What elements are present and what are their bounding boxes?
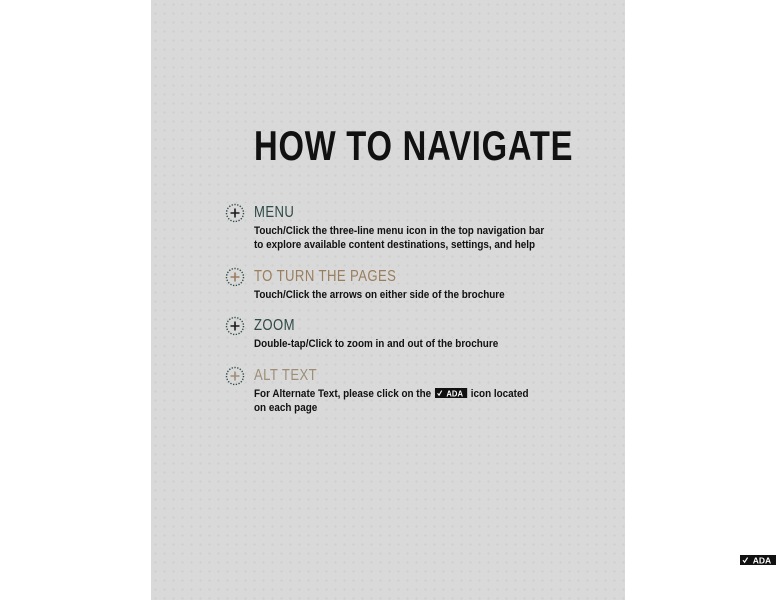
menu-heading: MENU bbox=[254, 204, 295, 221]
zoom-description bbox=[254, 337, 578, 351]
turn-pages-heading: TO TURN THE PAGES bbox=[254, 268, 397, 285]
brochure-page bbox=[151, 0, 625, 600]
alt-text-description-line: on each page bbox=[254, 402, 318, 414]
plus-circle-icon bbox=[225, 203, 245, 223]
alt-text-heading: ALT TEXT bbox=[254, 367, 318, 384]
menu-description-line: Touch/Click the three-line menu icon in the top navigation bar bbox=[254, 225, 545, 237]
ada-button[interactable] bbox=[740, 555, 776, 565]
plus-circle-icon bbox=[225, 366, 245, 386]
alt-text-description bbox=[254, 387, 578, 415]
zoom-heading: ZOOM bbox=[254, 317, 295, 334]
inline-ada-label: ADA bbox=[446, 388, 463, 398]
page-title: HOW TO NAVIGATE bbox=[254, 122, 574, 169]
alt-text-line-start: For Alternate Text, please click on the bbox=[254, 388, 432, 400]
ada-button-label: ADA bbox=[752, 555, 772, 565]
turn-pages-description-line: Touch/Click the arrows on either side of the brochure bbox=[254, 289, 505, 301]
plus-circle-icon bbox=[225, 316, 245, 336]
zoom-description-line: Double-tap/Click to zoom in and out of the brochure bbox=[254, 338, 499, 350]
alt-text-line-end: icon located bbox=[470, 388, 529, 400]
alt-text-description-line bbox=[254, 387, 578, 401]
menu-description-line: to explore available content destinations, settings, and help bbox=[254, 239, 536, 251]
turn-pages-description bbox=[254, 288, 578, 302]
ada-accessibility-icon bbox=[435, 388, 467, 398]
menu-description bbox=[254, 224, 578, 252]
plus-circle-icon bbox=[225, 267, 245, 287]
